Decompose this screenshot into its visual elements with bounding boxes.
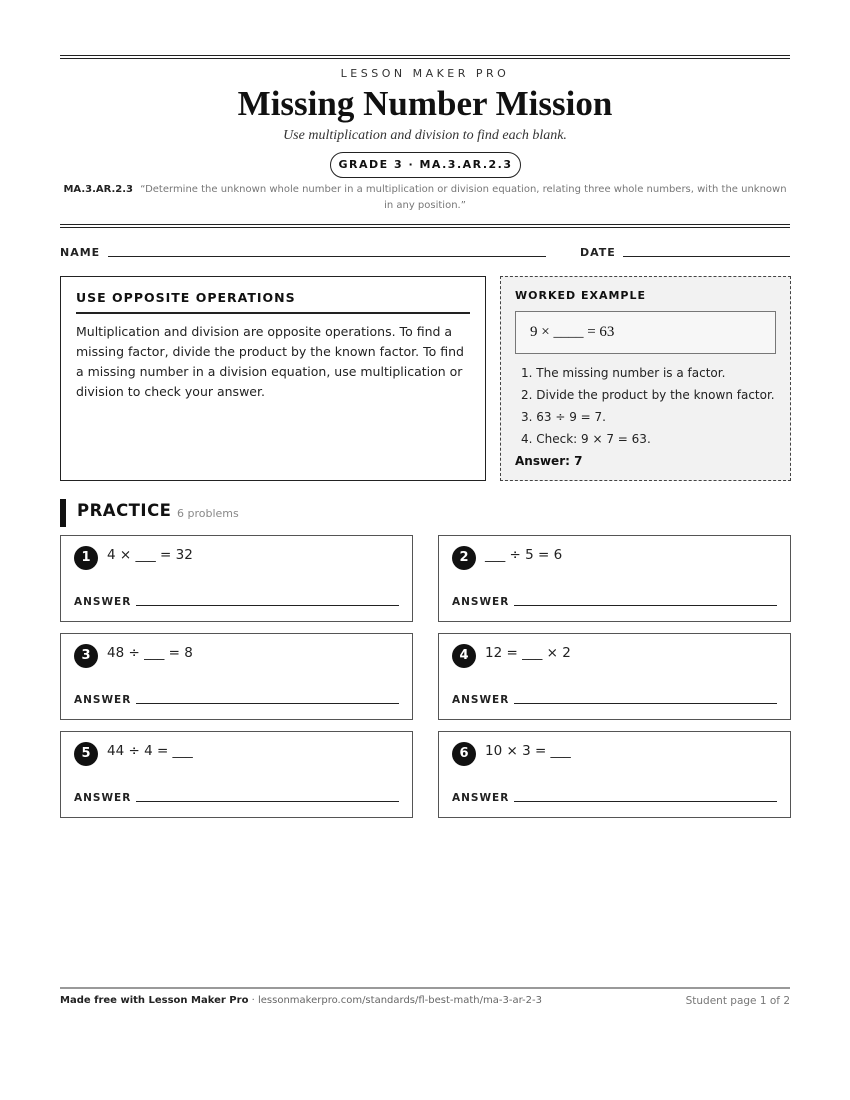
- problem-card-2: [438, 535, 791, 622]
- page-subtitle: Use multiplication and division to find each blank.: [283, 128, 567, 143]
- worked-example-equation: 9 × ____ = 63: [515, 311, 776, 354]
- problem-number-badge: 5: [74, 742, 98, 766]
- page-title: Missing Number Mission: [237, 84, 613, 123]
- practice-count: 6 problems: [177, 507, 239, 520]
- answer-label: ANSWER: [74, 792, 132, 804]
- footer-credit: [60, 995, 542, 1006]
- problem-card-4: [438, 633, 791, 720]
- footer-url[interactable]: · lessonmakerpro.com/standards/fl-best-math/ma-3-ar-2-3: [248, 995, 543, 1006]
- answer-label: ANSWER: [452, 792, 510, 804]
- footer-made-with: Made free with Lesson Maker Pro: [60, 995, 249, 1006]
- opposite-operations-body: Multiplication and division are opposite operations. To find a missing factor, divide the product by the known factor. To find a missing number in a division equation, use multiplication or division to check your answer.: [76, 324, 464, 399]
- answer-label: ANSWER: [74, 694, 132, 706]
- answer-field[interactable]: [514, 605, 777, 606]
- problem-number-badge: 1: [74, 546, 98, 570]
- problem-equation: 44 ÷ 4 = ___: [107, 743, 193, 759]
- brand-label: LESSON MAKER PRO: [340, 67, 510, 80]
- answer-field[interactable]: [514, 703, 777, 704]
- worked-example-box: [500, 276, 791, 481]
- problem-equation: 48 ÷ ___ = 8: [107, 645, 193, 661]
- worked-example-answer: Answer: 7: [515, 454, 583, 468]
- header-bottom-rule: [60, 224, 790, 228]
- name-label: NAME: [60, 246, 101, 259]
- opposite-operations-title: USE OPPOSITE OPERATIONS: [76, 290, 470, 314]
- problem-number-badge: 4: [452, 644, 476, 668]
- problem-number-badge: 3: [74, 644, 98, 668]
- problem-number-badge: 2: [452, 546, 476, 570]
- worked-example-steps: [515, 362, 776, 450]
- problem-card-1: [60, 535, 413, 622]
- problem-number-badge: 6: [452, 742, 476, 766]
- answer-label: ANSWER: [452, 596, 510, 608]
- answer-label: ANSWER: [452, 694, 510, 706]
- worked-example-title: WORKED EXAMPLE: [515, 289, 646, 302]
- practice-accent-bar: [60, 499, 66, 527]
- grade-badge: GRADE 3 · MA.3.AR.2.3: [330, 152, 521, 178]
- opposite-operations-box: [60, 276, 486, 481]
- worked-step: 1. The missing number is a factor.: [521, 366, 726, 380]
- date-label: DATE: [580, 246, 616, 259]
- answer-field[interactable]: [136, 703, 399, 704]
- problem-card-6: [438, 731, 791, 818]
- header-top-rule: [60, 55, 790, 59]
- problem-equation: 4 × ___ = 32: [107, 547, 193, 563]
- worked-step: 3. 63 ÷ 9 = 7.: [521, 410, 606, 424]
- date-field[interactable]: [623, 256, 790, 257]
- problem-equation: 10 × 3 = ___: [485, 743, 571, 759]
- answer-field[interactable]: [136, 605, 399, 606]
- practice-title: PRACTICE: [77, 501, 172, 520]
- footer-page-number: Student page 1 of 2: [685, 995, 790, 1007]
- worked-step: 2. Divide the product by the known factor.: [521, 388, 775, 402]
- footer-rule: [60, 987, 790, 989]
- answer-field[interactable]: [136, 801, 399, 802]
- worked-step: 4. Check: 9 × 7 = 63.: [521, 432, 651, 446]
- problem-equation: ___ ÷ 5 = 6: [485, 547, 563, 563]
- problem-card-3: [60, 633, 413, 720]
- standard-description: [60, 182, 790, 214]
- standard-code: MA.3.AR.2.3: [63, 184, 134, 195]
- answer-field[interactable]: [514, 801, 777, 802]
- problem-equation: 12 = ___ × 2: [485, 645, 571, 661]
- name-field[interactable]: [108, 256, 546, 257]
- problem-card-5: [60, 731, 413, 818]
- answer-label: ANSWER: [74, 596, 132, 608]
- standard-text: “Determine the unknown whole number in a multiplication or division equation, relating three whole numbers, with the unknown in any position.”: [140, 184, 787, 211]
